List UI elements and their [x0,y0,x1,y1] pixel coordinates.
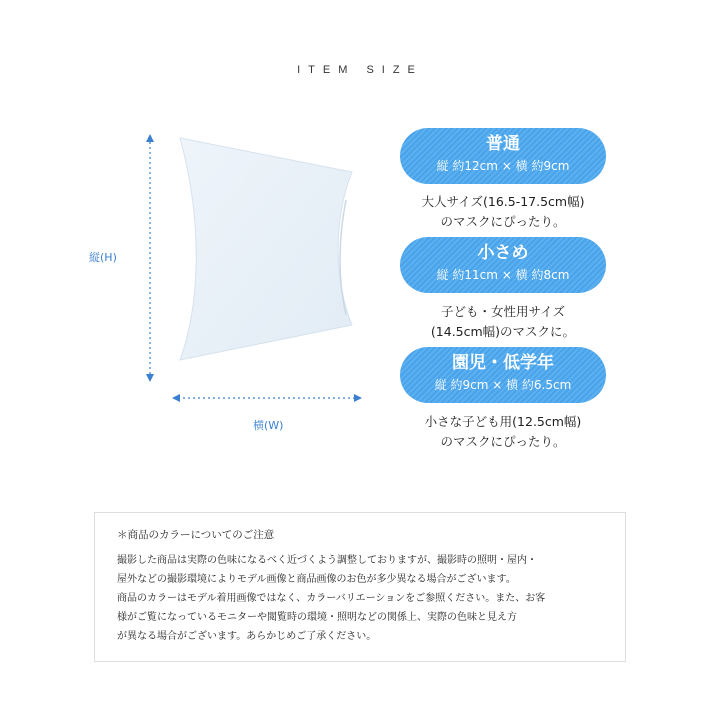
height-arrow-top [146,134,154,142]
size-title: 園児・低学年 [452,353,554,373]
size-badge-small [400,237,606,293]
size-description-kids [400,412,606,452]
mask-drawing [80,120,380,440]
mask-shape [180,138,352,360]
section-heading: ITEM SIZE [297,64,423,76]
size-description-line: 大人サイズ(16.5-17.5cm幅) [421,194,585,209]
size-description-small [400,302,606,342]
size-description-regular [400,192,606,232]
size-badge-kids [400,347,606,403]
color-notice-box [94,512,626,662]
size-title: 小さめ [477,243,529,263]
size-description-line: (14.5cm幅)のマスクに。 [430,324,576,339]
mask-illustration [80,120,380,440]
size-dimensions: 縦 約11cm × 横 約8cm [436,268,570,282]
size-badge-regular [400,128,606,184]
size-title: 普通 [486,134,520,154]
notice-title: ＊商品のカラーについてのご注意 [117,529,275,541]
size-description-line: のマスクにぴったり。 [440,434,566,449]
height-arrow-bottom [146,374,154,382]
notice-line: 屋外などの撮影環境によりモデル画像と商品画像のお色が多少異なる場合がございます。 [117,574,516,585]
size-description-line: 子ども・女性用サイズ [440,304,565,319]
size-description-line: のマスクにぴったり。 [440,214,566,229]
size-dimensions: 縦 約12cm × 横 約9cm [436,159,570,173]
width-label: 横(W) [250,416,286,434]
height-label: 縦(H) [86,248,120,266]
width-arrow-right [354,394,362,402]
notice-line: 撮影した商品は実際の色味になるべく近づくよう調整しておりますが、撮影時の照明・屋内・ [117,555,537,566]
width-arrow-left [172,394,180,402]
notice-line: が異なる場合がございます。あらかじめご了承ください。 [117,631,377,642]
size-dimensions: 縦 約9cm × 横 約6.5cm [434,378,572,392]
notice-line: 様がご覧になっているモニターや閲覧時の環境・照明などの関係上、実際の色味と見え方 [117,612,517,623]
notice-line: 商品のカラーはモデル着用画像ではなく、カラーバリエーションをご参照ください。また、お客 [117,593,546,604]
size-description-line: 小さな子ども用(12.5cm幅) [424,414,582,429]
